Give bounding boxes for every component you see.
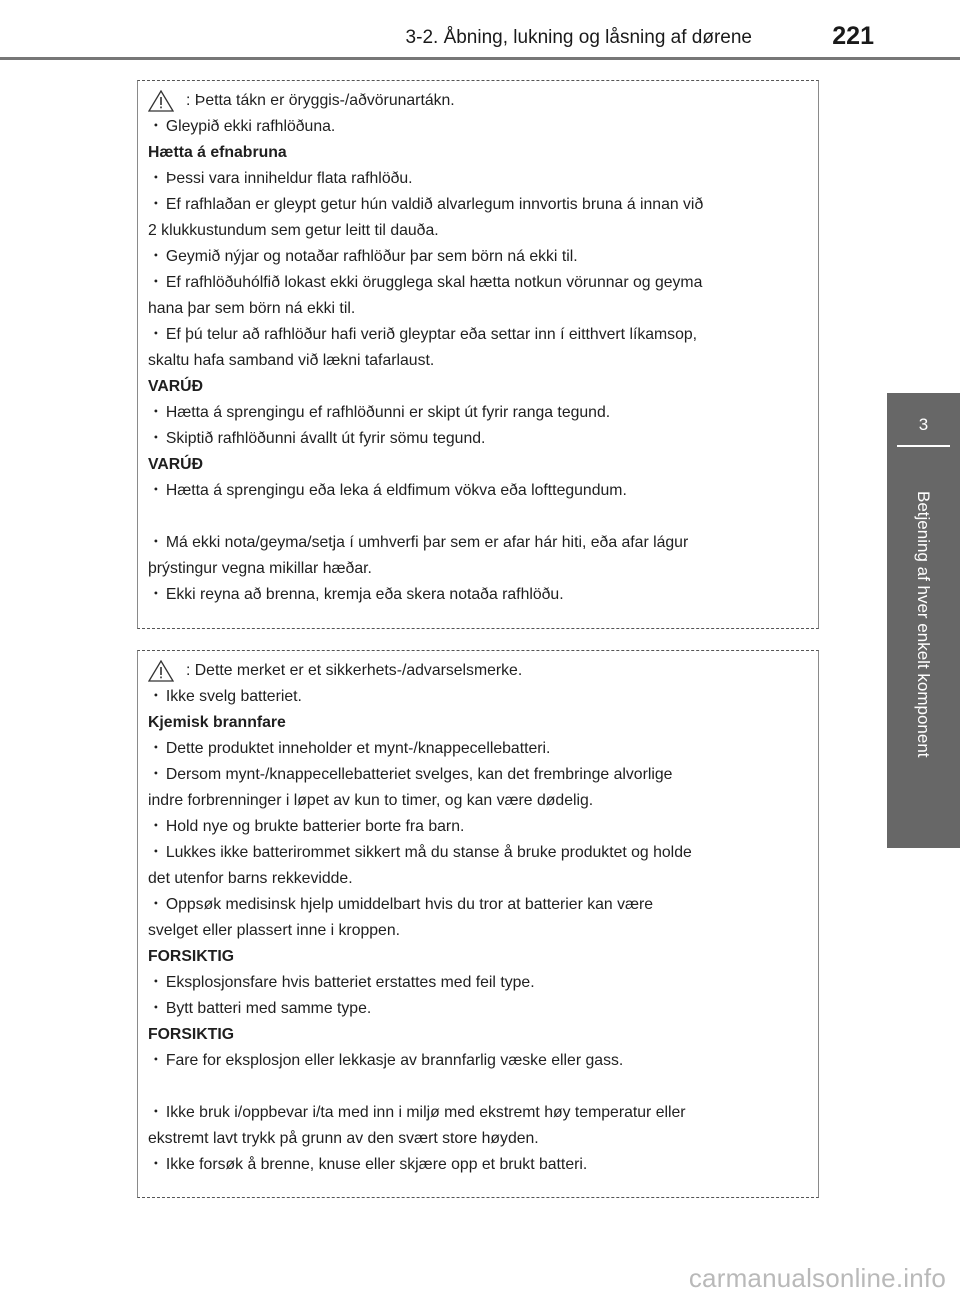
chapter-side-tab	[887, 393, 960, 848]
bullet-item	[148, 400, 808, 426]
continuation-line: indre forbrenninger i løpet av kun to timer, og kan være dødelig.	[148, 792, 594, 809]
bullet-text: Ikke forsøk å brenne, knuse eller skjære opp et brukt batteri.	[165, 1156, 588, 1173]
bullet-item	[148, 736, 808, 762]
notice-heading: FORSIKTIG	[148, 1026, 235, 1043]
bullet-item	[148, 840, 808, 866]
bullet-text: Þessi vara inniheldur flata rafhlöðu.	[165, 170, 413, 187]
header-divider	[0, 57, 960, 60]
warning-triangle-icon	[148, 660, 174, 682]
bullet-item	[148, 1100, 808, 1126]
bullet-mark: ・	[148, 170, 164, 187]
bullet-mark: ・	[148, 818, 164, 835]
bullet-item	[148, 244, 808, 270]
bullet-text: Ef þú telur að rafhlöður hafi verið gleyptar eða settar inn í eitthvert líkamsop,	[165, 326, 698, 343]
bullet-mark: ・	[148, 326, 164, 343]
notice-heading: VARÚÐ	[148, 378, 203, 395]
bullet-text: Hætta á sprengingu eða leka á eldfimum vökva eða lofttegundum.	[165, 482, 627, 499]
chapter-label: Betjening af hver enkelt komponent	[914, 491, 933, 758]
bullet-text: Ef rafhlaðan er gleypt getur hún valdið alvarlegum innvortis bruna á innan við	[165, 196, 704, 213]
bullet-text: Gleypið ekki rafhlöðuna.	[165, 118, 336, 135]
section-title: 3-2. Åbning, lukning og låsning af dørene	[405, 27, 752, 48]
notice-heading: Kjemisk brannfare	[148, 714, 286, 731]
bullet-mark: ・	[148, 482, 164, 499]
notice-heading: VARÚÐ	[148, 456, 203, 473]
continuation-line: hana þar sem börn ná ekki til.	[148, 300, 356, 317]
bullet-mark: ・	[148, 1052, 164, 1069]
bullet-text: Lukkes ikke batterirommet sikkert må du stanse å bruke produktet og holde	[165, 844, 692, 861]
bullet-text: Hætta á sprengingu ef rafhlöðunni er skipt út fyrir ranga tegund.	[165, 404, 611, 421]
site-watermark: carmanualsonline.info	[688, 1263, 946, 1293]
bullet-text: Skiptið rafhlöðunni ávallt út fyrir sömu tegund.	[165, 430, 486, 447]
bullet-mark: ・	[148, 688, 164, 705]
bullet-text: Ekki reyna að brenna, kremja eða skera notaða rafhlöðu.	[165, 586, 564, 603]
notice-heading: Hætta á efnabruna	[148, 144, 287, 161]
bullet-text: Geymið nýjar og notaðar rafhlöður þar sem börn ná ekki til.	[165, 248, 578, 265]
continuation-line: þrýstingur vegna mikillar hæðar.	[148, 560, 372, 577]
bullet-item	[148, 114, 808, 140]
bullet-mark: ・	[148, 430, 164, 447]
bullet-text: Ikke bruk i/oppbevar i/ta med inn i miljø med ekstremt høy temperatur eller	[165, 1104, 686, 1121]
page-number: 221	[832, 22, 874, 50]
bullet-mark: ・	[148, 766, 164, 783]
norwegian-safety-notice	[137, 650, 819, 1198]
bullet-text: Eksplosjonsfare hvis batteriet erstattes med feil type.	[165, 974, 535, 991]
bullet-mark: ・	[148, 534, 164, 551]
bullet-mark: ・	[148, 248, 164, 265]
chapter-number: 3	[918, 415, 929, 434]
bullet-mark: ・	[148, 974, 164, 991]
continuation-line: ekstremt lavt trykk på grunn av den svært store høyden.	[148, 1130, 539, 1147]
bullet-text: Má ekki nota/geyma/setja í umhverfi þar sem er afar hár hiti, eða afar lágur	[165, 534, 689, 551]
bullet-mark: ・	[148, 896, 164, 913]
bullet-item	[148, 684, 808, 710]
bullet-item	[148, 270, 808, 296]
bullet-mark: ・	[148, 404, 164, 421]
bullet-text: Bytt batteri med samme type.	[165, 1000, 372, 1017]
bullet-item	[148, 892, 808, 918]
bullet-text: Oppsøk medisinsk hjelp umiddelbart hvis du tror at batterier kan være	[165, 896, 654, 913]
bullet-text: Ef rafhlöðuhólfið lokast ekki örugglega skal hætta notkun vörunnar og geyma	[165, 274, 703, 291]
bullet-item	[148, 426, 808, 452]
page-header	[0, 0, 960, 60]
notice-lines	[148, 114, 808, 608]
bullet-item	[148, 322, 808, 348]
bullet-item	[148, 530, 808, 556]
warning-symbol-line	[148, 88, 808, 114]
bullet-item	[148, 996, 808, 1022]
continuation-line: det utenfor barns rekkevidde.	[148, 870, 353, 887]
bullet-mark: ・	[148, 740, 164, 757]
bullet-item	[148, 970, 808, 996]
bullet-mark: ・	[148, 1104, 164, 1121]
bullet-text: Fare for eksplosjon eller lekkasje av brannfarlig væske eller gass.	[165, 1052, 624, 1069]
warning-symbol-text: : Dette merket er et sikkerhets-/advarselsmerke.	[186, 662, 523, 679]
continuation-line: skaltu hafa samband við lækni tafarlaust.	[148, 352, 435, 369]
bullet-mark: ・	[148, 1000, 164, 1017]
bullet-mark: ・	[148, 1156, 164, 1173]
icelandic-safety-notice	[137, 80, 819, 629]
notice-heading: FORSIKTIG	[148, 948, 235, 965]
bullet-item	[148, 1152, 808, 1178]
bullet-mark: ・	[148, 844, 164, 861]
bullet-item	[148, 814, 808, 840]
blank-line	[148, 1074, 808, 1100]
bullet-mark: ・	[148, 586, 164, 603]
notice-lines	[148, 684, 808, 1178]
bullet-item	[148, 762, 808, 788]
bullet-item	[148, 478, 808, 504]
bullet-mark: ・	[148, 196, 164, 213]
continuation-line: svelget eller plassert inne i kroppen.	[148, 922, 401, 939]
bullet-text: Ikke svelg batteriet.	[165, 688, 302, 705]
side-tab-divider	[897, 445, 950, 447]
blank-line	[148, 504, 808, 530]
bullet-text: Hold nye og brukte batterier borte fra barn.	[165, 818, 465, 835]
warning-symbol-text: : Þetta tákn er öryggis-/aðvörunartákn.	[186, 92, 455, 109]
bullet-text: Dette produktet inneholder et mynt-/knappecellebatteri.	[165, 740, 551, 757]
bullet-item	[148, 582, 808, 608]
bullet-item	[148, 1048, 808, 1074]
continuation-line: 2 klukkustundum sem getur leitt til dauða.	[148, 222, 439, 239]
bullet-text: Dersom mynt-/knappecellebatteriet svelges, kan det frembringe alvorlige	[165, 766, 673, 783]
bullet-mark: ・	[148, 118, 164, 135]
bullet-item	[148, 166, 808, 192]
bullet-item	[148, 192, 808, 218]
warning-triangle-icon	[148, 90, 174, 112]
bullet-mark: ・	[148, 274, 164, 291]
warning-symbol-line	[148, 658, 808, 684]
